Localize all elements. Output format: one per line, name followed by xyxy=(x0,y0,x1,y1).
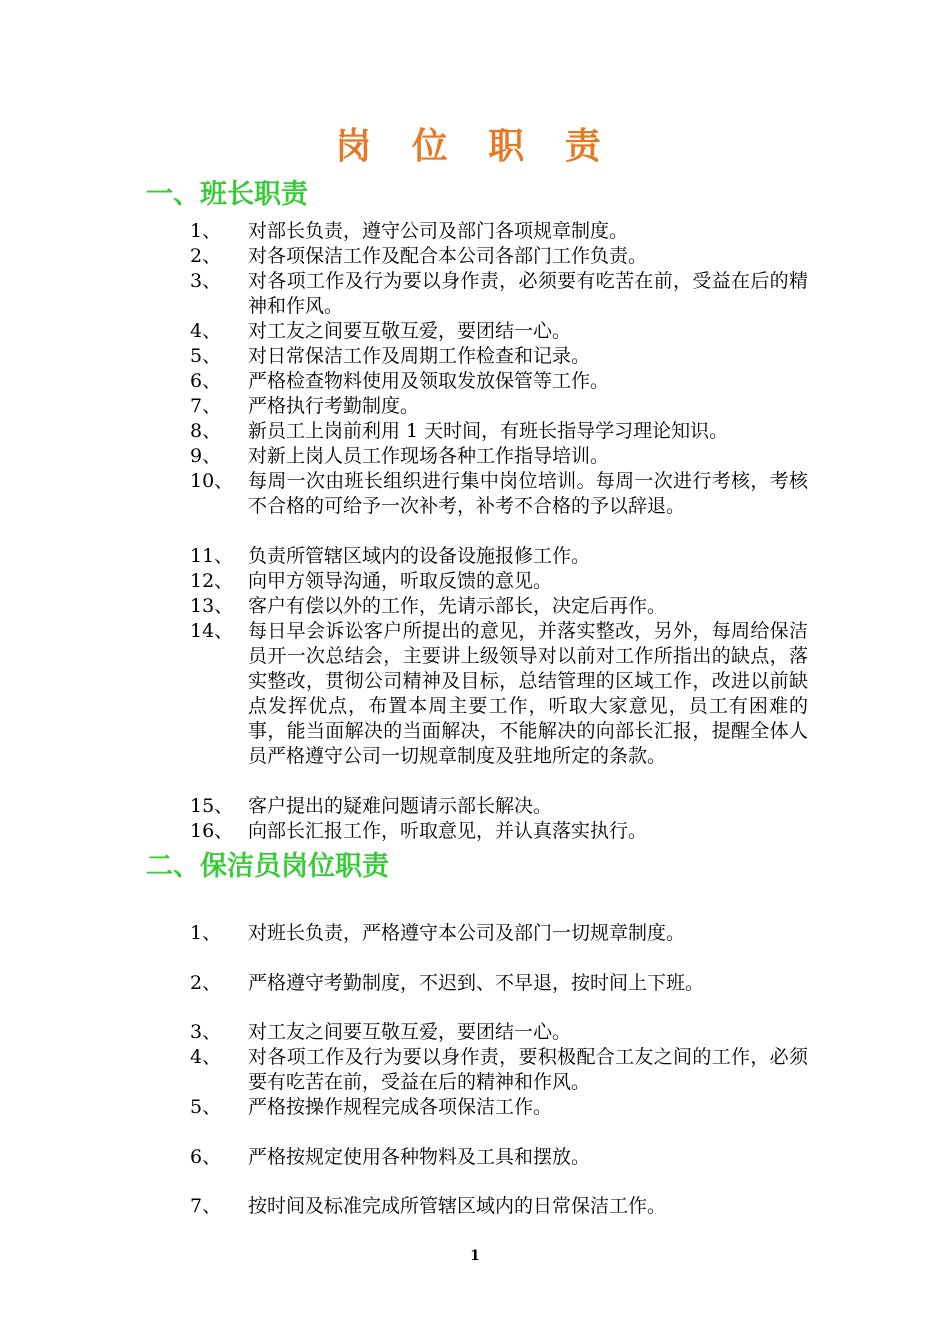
item-text: 对各项工作及行为要以身作责，必须要有吃苦在前，受益在后的精神和作风。 xyxy=(248,270,808,317)
item-number: 7、 xyxy=(190,395,222,417)
page-number: 1 xyxy=(470,1248,480,1264)
item-number: 2、 xyxy=(190,245,222,267)
item-text: 对工友之间要互敬互爱，要团结一心。 xyxy=(248,320,572,342)
item-text: 新员工上岗前利用 1 天时间，有班长指导学习理论知识。 xyxy=(248,420,729,442)
page-title: 岗 位 职 责 xyxy=(335,125,615,167)
item-number: 13、 xyxy=(190,595,234,617)
item-text: 每日早会诉讼客户所提出的意见，并落实整改，另外，每周给保洁员开一次总结会，主要讲上级领导对以前对工作所指出的缺点，落实整改，贯彻公司精神及目标，总结管理的区域工作，改进以前缺点发挥优点，布置本周主要工作，听取大家意见，员工有困难的事，能当面解决的当面解决，不能解决的向部长汇报，提醒全体人员严格遵守公司一切规章制度及驻地所定的条款。 xyxy=(248,620,808,767)
item-text: 向甲方领导沟通，听取反馈的意见。 xyxy=(248,570,553,592)
item-number: 1、 xyxy=(190,922,222,944)
section-heading-cleaner: 二、保洁员岗位职责 xyxy=(146,851,389,882)
item-text: 客户提出的疑难问题请示部长解决。 xyxy=(248,795,553,817)
item-number: 11、 xyxy=(190,545,234,567)
item-number: 4、 xyxy=(190,1046,222,1068)
item-number: 3、 xyxy=(190,1021,222,1043)
item-text: 对工友之间要互敬互爱，要团结一心。 xyxy=(248,1021,572,1043)
item-text: 对日常保洁工作及周期工作检查和记录。 xyxy=(248,345,591,367)
item-number: 1、 xyxy=(190,220,222,242)
item-number: 5、 xyxy=(190,345,222,367)
item-text: 每周一次由班长组织进行集中岗位培训。每周一次进行考核，考核不合格的可给予一次补考，补考不合格的予以辞退。 xyxy=(248,470,808,517)
item-number: 5、 xyxy=(190,1096,222,1118)
item-text: 对各项工作及行为要以身作责，要积极配合工友之间的工作，必须要有吃苦在前，受益在后的精神和作风。 xyxy=(248,1046,808,1093)
item-text: 严格按操作规程完成各项保洁工作。 xyxy=(248,1096,553,1118)
item-text: 对部长负责，遵守公司及部门各项规章制度。 xyxy=(248,220,629,242)
item-text: 严格检查物料使用及领取发放保管等工作。 xyxy=(248,370,610,392)
item-text: 对班长负责，严格遵守本公司及部门一切规章制度。 xyxy=(248,922,686,944)
item-number: 14、 xyxy=(190,620,234,642)
item-text: 对各项保洁工作及配合本公司各部门工作负责。 xyxy=(248,245,648,267)
item-number: 16、 xyxy=(190,820,234,842)
item-text: 按时间及标准完成所管辖区域内的日常保洁工作。 xyxy=(248,1195,667,1217)
item-text: 严格执行考勤制度。 xyxy=(248,395,420,417)
item-text: 向部长汇报工作，听取意见，并认真落实执行。 xyxy=(248,820,648,842)
item-number: 12、 xyxy=(190,570,234,592)
item-number: 6、 xyxy=(190,370,222,392)
item-text: 严格按规定使用各种物料及工具和摆放。 xyxy=(248,1146,591,1168)
item-number: 9、 xyxy=(190,445,222,467)
item-text: 对新上岗人员工作现场各种工作指导培训。 xyxy=(248,445,610,467)
item-text: 客户有偿以外的工作，先请示部长，决定后再作。 xyxy=(248,595,667,617)
item-number: 7、 xyxy=(190,1195,222,1217)
item-number: 6、 xyxy=(190,1146,222,1168)
item-text: 严格遵守考勤制度，不迟到、不早退，按时间上下班。 xyxy=(248,972,705,994)
item-number: 10、 xyxy=(190,470,234,492)
section-heading-monitor: 一、班长职责 xyxy=(146,179,308,210)
item-number: 15、 xyxy=(190,795,234,817)
item-number: 2、 xyxy=(190,972,222,994)
item-text: 负责所管辖区域内的设备设施报修工作。 xyxy=(248,545,591,567)
item-number: 8、 xyxy=(190,420,222,442)
item-number: 4、 xyxy=(190,320,222,342)
item-number: 3、 xyxy=(190,270,222,292)
